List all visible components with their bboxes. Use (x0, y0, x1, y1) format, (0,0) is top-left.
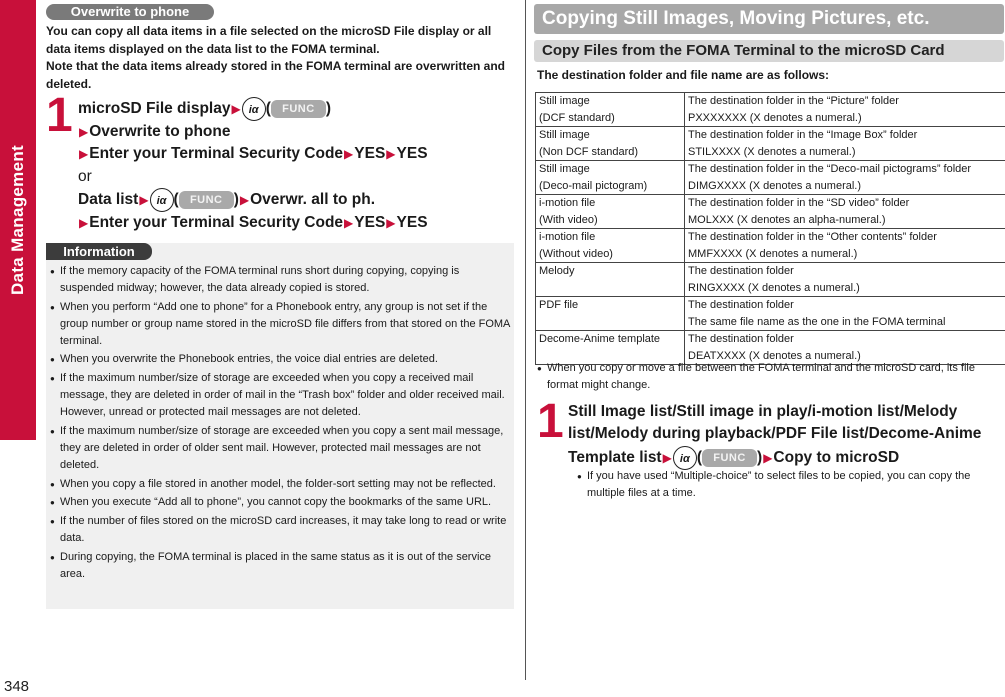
op-yes: YES (396, 145, 428, 163)
arrow-icon: ▶ (763, 450, 773, 465)
op-yes: YES (354, 213, 386, 231)
table-row: PDF file The destination folder The same file name as the one in the FOMA terminal (536, 297, 1005, 331)
section-subtitle: Copy Files from the FOMA Terminal to the microSD Card (534, 40, 1004, 62)
arrow-icon: ▶ (79, 215, 89, 230)
lead-paragraph-1: You can copy all data items in a file selected on the microSD File display or all data items displayed on the data list to the FOMA terminal. (46, 24, 492, 56)
arrow-icon: ▶ (344, 147, 354, 162)
op-overwr-all: Overwr. all to ph. (250, 190, 376, 208)
arrow-icon: ▶ (662, 450, 672, 465)
table-row: Still image (Deco-mail pictogram) The destination folder in the “Deco-mail pictograms” folder DIMGXXXX (X denotes a numeral.) (536, 161, 1005, 195)
page-title: Copying Still Images, Moving Pictures, etc. (534, 4, 1004, 34)
format-note: ● When you copy or move a file between the FOMA terminal and the microSD card, its file format might change. (535, 360, 1001, 394)
op-copy-to-microsd: Copy to microSD (773, 448, 900, 466)
list-item: ● When you copy a file stored in another model, the folder-sort setting may not be reflected. (46, 476, 512, 493)
list-item: ● When you perform “Add one to phone” for a Phonebook entry, any group is not set if the group number or group name stored in the microSD file differs from that stored on the FOMA terminal. (46, 299, 512, 350)
op-microsd-display: microSD File display (78, 100, 231, 118)
arrow-icon: ▶ (139, 192, 149, 207)
page-number: 348 (4, 678, 30, 695)
op-enter-code: Enter your Terminal Security Code (89, 145, 344, 163)
arrow-icon: ▶ (386, 147, 396, 162)
arrow-icon: ▶ (79, 125, 89, 139)
func-key-icon: FUNC (179, 191, 234, 209)
step-number-right: 1 (537, 395, 564, 448)
section-label: Overwrite to phone (46, 4, 214, 20)
information-list (46, 263, 512, 584)
op-overwrite: Overwrite to phone (89, 123, 231, 140)
operation-steps: microSD File display▶ iα ( FUNC ) ▶Overwrite to phone ▶Enter your Terminal Security Code▶YES▶YES or Data list▶ iα ( FUNC )▶Overwr. all to ph. ▶Enter your Terminal Security Code▶YES▶YES (78, 97, 518, 234)
information-label: Information (46, 243, 152, 260)
op-yes: YES (354, 145, 386, 163)
list-item: ● If the number of files stored on the microSD card increases, it may take long to read or write data. (46, 513, 512, 547)
table-row: Still image (DCF standard) The destination folder in the “Picture” folder PXXXXXXX (X denotes a numeral.) (536, 93, 1005, 127)
func-key-icon: FUNC (271, 100, 326, 118)
list-item: ● If the maximum number/size of storage are exceeded when you copy a sent mail message, they are deleted in order of older sent mail. However, protected mail messages are not deleted. (46, 423, 512, 474)
side-tab (0, 0, 36, 440)
list-item: ● During copying, the FOMA terminal is placed in the same status as it is out of the service area. (46, 549, 512, 583)
table-row: i-motion file (With video) The destination folder in the “SD video” folder MOLXXX (X denotes an alpha-numeral.) (536, 195, 1005, 229)
step-number: 1 (46, 89, 73, 142)
column-divider (525, 0, 526, 680)
op-yes: YES (396, 213, 428, 231)
list-item: ● If the maximum number/size of storage are exceeded when you copy a received mail message, they are deleted in order of mail in the “Trash box” folder and older received mail. However, unread or protected mail messages are not deleted. (46, 370, 512, 421)
i-key-icon: iα (673, 446, 697, 470)
list-item: ● When you overwrite the Phonebook entries, the voice dial entries are deleted. (46, 351, 512, 368)
side-tab-label: Data Management (8, 145, 28, 295)
table-row: Decome-Anime template The destination folder DEATXXXX (X denotes a numeral.) (536, 331, 1005, 365)
multiple-choice-note: ● If you have used “Multiple-choice” to select files to be copied, you can copy the multiple files at a time. (575, 468, 1000, 502)
arrow-icon: ▶ (231, 102, 241, 117)
table-row: i-motion file (Without video) The destination folder in the “Other contents” folder MMFXXXX (X denotes a numeral.) (536, 229, 1005, 263)
table-row: Still image (Non DCF standard) The destination folder in the “Image Box” folder STILXXXX (X denotes a numeral.) (536, 127, 1005, 161)
op-or: or (78, 167, 92, 185)
i-key-icon: iα (150, 188, 174, 212)
lead-text (46, 23, 516, 93)
op-enter-code: Enter your Terminal Security Code (89, 213, 344, 231)
destination-table (535, 92, 1005, 365)
arrow-icon: ▶ (79, 147, 89, 162)
list-item: ● When you execute “Add all to phone”, you cannot copy the bookmarks of the same URL. (46, 494, 512, 511)
intro-text: The destination folder and file name are as follows: (537, 68, 830, 82)
arrow-icon: ▶ (386, 215, 396, 230)
op-data-list: Data list (78, 190, 139, 208)
information-box (46, 243, 514, 609)
arrow-icon: ▶ (239, 192, 250, 207)
list-item: ● If the memory capacity of the FOMA terminal runs short during copying, copying is suspended midway; however, the data already copied is stored. (46, 263, 512, 297)
copy-operation: Still Image list/Still image in play/i-motion list/Melody list/Melody during playback/PDF File list/Decome-Anime Template list▶ iα ( FUNC )▶Copy to microSD (568, 401, 1005, 470)
lead-paragraph-2: Note that the data items already stored in the FOMA terminal are overwritten and deleted. (46, 59, 505, 91)
func-key-icon: FUNC (702, 449, 757, 467)
i-key-icon: iα (242, 97, 266, 121)
arrow-icon: ▶ (344, 215, 354, 230)
op-list-text: Still Image list/Still image in play/i-motion list/Melody list/Melody during playback/PDF File list/Decome-Anime Template list (568, 403, 982, 466)
table-row: Melody The destination folder RINGXXXX (X denotes a numeral.) (536, 263, 1005, 297)
